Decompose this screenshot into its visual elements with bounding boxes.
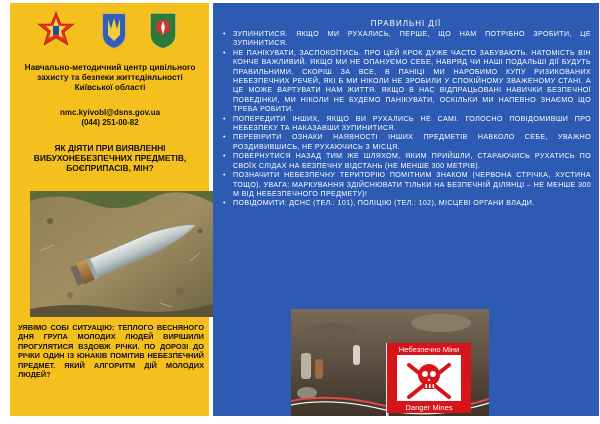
- rule-text: ПЕРЕВІРИТИ ОЗНАКИ НАЯВНОСТІ ІНШИХ ПРЕДМЕТІВ НАВКОЛО СЕБЕ, УВАЖНО РОЗДИВИВШИСЬ, НЕ РУХАЮЧИСЬ З МІСЦЯ.: [233, 133, 591, 151]
- unexploded-shell-photo: [30, 191, 216, 317]
- contact-phone[interactable]: (044) 251-00-82: [81, 118, 139, 127]
- bullet: •: [223, 114, 226, 123]
- list-item: [223, 171, 591, 199]
- danger-sign: [387, 343, 471, 413]
- kyiv-oblast-emblem-icon: [146, 9, 180, 51]
- list-item: [223, 115, 591, 134]
- coat-of-arms-icon: [96, 9, 132, 51]
- situation-text: УЯВІМО СОБІ СИТУАЦІЮ: ТЕПЛОГО ВЕСНЯНОГО ДНЯ ГРУПА МОЛОДИХ ЛЮДЕЙ ВИРІШИЛИ ПРОГУЛЯТИСЯ ВЗДОВЖ РІЧКИ. ПО ДОРОЗІ ДО РІЧКИ ОДИН ІЗ ЮНАКІВ ПОМІТИВ НЕБЕЗПЕЧНИЙ ПРЕДМЕТ. ЯКИЙ АЛГОРИТМ ДІЙ МОЛОДИХ ЛЮДЕЙ?: [18, 323, 204, 380]
- list-item: [223, 133, 591, 152]
- rule-text: ПОПЕРЕДИТИ ІНШИХ, ЯКЩО ВИ РУХАЛИСЬ НЕ САМІ. ГОЛОСНО ПОВІДОМИВШИ ПРО НЕБЕЗПЕКУ ТА НАКАЗАВШИ ЗУПИНИТИСЯ.: [233, 114, 591, 133]
- bullet: •: [223, 48, 226, 57]
- list-item: [223, 30, 591, 49]
- rule-text: НЕ ПАНІКУВАТИ, ЗАСПОКОЇТИСЬ. ПРО ЦЕЙ КРОК ДУЖЕ ЧАСТО ЗАБУВАЮТЬ. НАТОМІСТЬ ВІН КОНЧЕ ВАЖЛИВИЙ. ЯКЩО МИ НЕ ОПАНУЄМО СЕБЕ, НАВРЯД ЧИ НАШІ ПОДАЛЬШІ ДІЇ БУДУТЬ ПРАВИЛЬНИМИ, СКОРІШ ЗА ВСЕ, В ПАНІЦІ МИ НАРОБИМО КУПУ РИЗИКОВАНИХ НЕБЕЗПЕЧНИХ РЕЧЕЙ, ЯКІ Б МИ НІКОЛИ НЕ ЗРОБИЛИ У СПОКІЙНОМУ ЗВАЖЕНОМУ СТАНІ. А ЦЕ МОЖЕ ВАРТУВАТИ НАМ ЖИТТЯ. ЯКЩО В НАС ВІДПРАЦЬОВАНІ НАВИЧКИ БЕЗПЕЧНОЇ ПОВЕДІНКИ, МИ НІКОЛИ НЕ БУДЕМО ПАНІКУВАТИ, ОСКІЛЬКИ МИ НАПЕВНО ЗНАЄМО ЩО ТРЕБА РОБИТИ.: [233, 48, 591, 114]
- left-panel: [10, 3, 209, 416]
- list-item: [223, 199, 591, 208]
- list-item: [223, 49, 591, 115]
- bullet: •: [223, 133, 226, 142]
- bullet: •: [223, 199, 226, 208]
- bullet: •: [223, 30, 226, 38]
- bullet: •: [223, 152, 226, 161]
- organization-name: Навчально-методичний центр цивільного захисту та безпеки життєдіяльності Київської області: [24, 63, 196, 93]
- rule-text: ПОВЕРНУТИСЯ НАЗАД ТИМ ЖЕ ШЛЯХОМ, ЯКИМ ПРИЙШЛИ, СТАРАЮЧИСЬ РУХАТИСЬ ПО СВОЇХ СЛІДАХ НА БЕЗПЕЧНУ ВІДСТАНЬ (НЕ МЕНШЕ 300 МЕТРІВ).: [233, 152, 591, 170]
- sign-top-text: Небезпечно Міни: [398, 345, 460, 354]
- rules-title: ПРАВИЛЬНІ ДІЇ: [370, 19, 442, 28]
- main-question: ЯК ДІЯТИ ПРИ ВИЯВЛЕННІ ВИБУХОНЕБЕЗПЕЧНИХ ПРЕДМЕТІВ, БОЄПРИПАСІВ, МІН?: [33, 143, 187, 174]
- rule-text: ЗУПИНИТИСЯ. ЯКЩО МИ РУХАЛИСЬ, ПЕРШЕ, ЩО НАМ ПОТРІБНО ЗРОБИТИ, ЦЕ ЗУПИНИТИСЯ.: [233, 30, 591, 48]
- danger-mines-photo: [291, 309, 489, 416]
- dsns-emblem-icon: [34, 11, 78, 51]
- right-panel: [213, 3, 599, 416]
- logo-row: [10, 3, 209, 55]
- contact-block: [20, 108, 200, 128]
- bullet: •: [223, 171, 226, 180]
- sign-bottom-text: Danger Mines: [405, 403, 453, 412]
- rule-text: ПОЗНАЧИТИ НЕБЕЗПЕЧНУ ТЕРИТОРІЮ ПОМІТНИМ ЗНАКОМ (ЧЕРВОНА СТРІЧКА, ХУСТИНА ТОЩО). УВАГА: МАРКУВАННЯ ЗДІЙСНЮВАТИ ТІЛЬКИ НА БЕЗПЕЧНІЙ ДІЛЯНЦІ – НЕ МЕНШЕ 300 М ВІД НЕБЕЗПЕЧНОГО ПРЕДМЕТУ)!: [233, 171, 591, 198]
- list-item: [223, 152, 591, 171]
- contact-email[interactable]: nmc.kyivobl@dsns.gov.ua: [59, 108, 161, 117]
- rules-list: [223, 30, 591, 209]
- rule-text: ПОВІДОМИТИ: ДСНС (ТЕЛ.: 101), ПОЛІЦІЮ (ТЕЛ.: 102), МІСЦЕВІ ОРГАНИ ВЛАДИ.: [233, 199, 535, 208]
